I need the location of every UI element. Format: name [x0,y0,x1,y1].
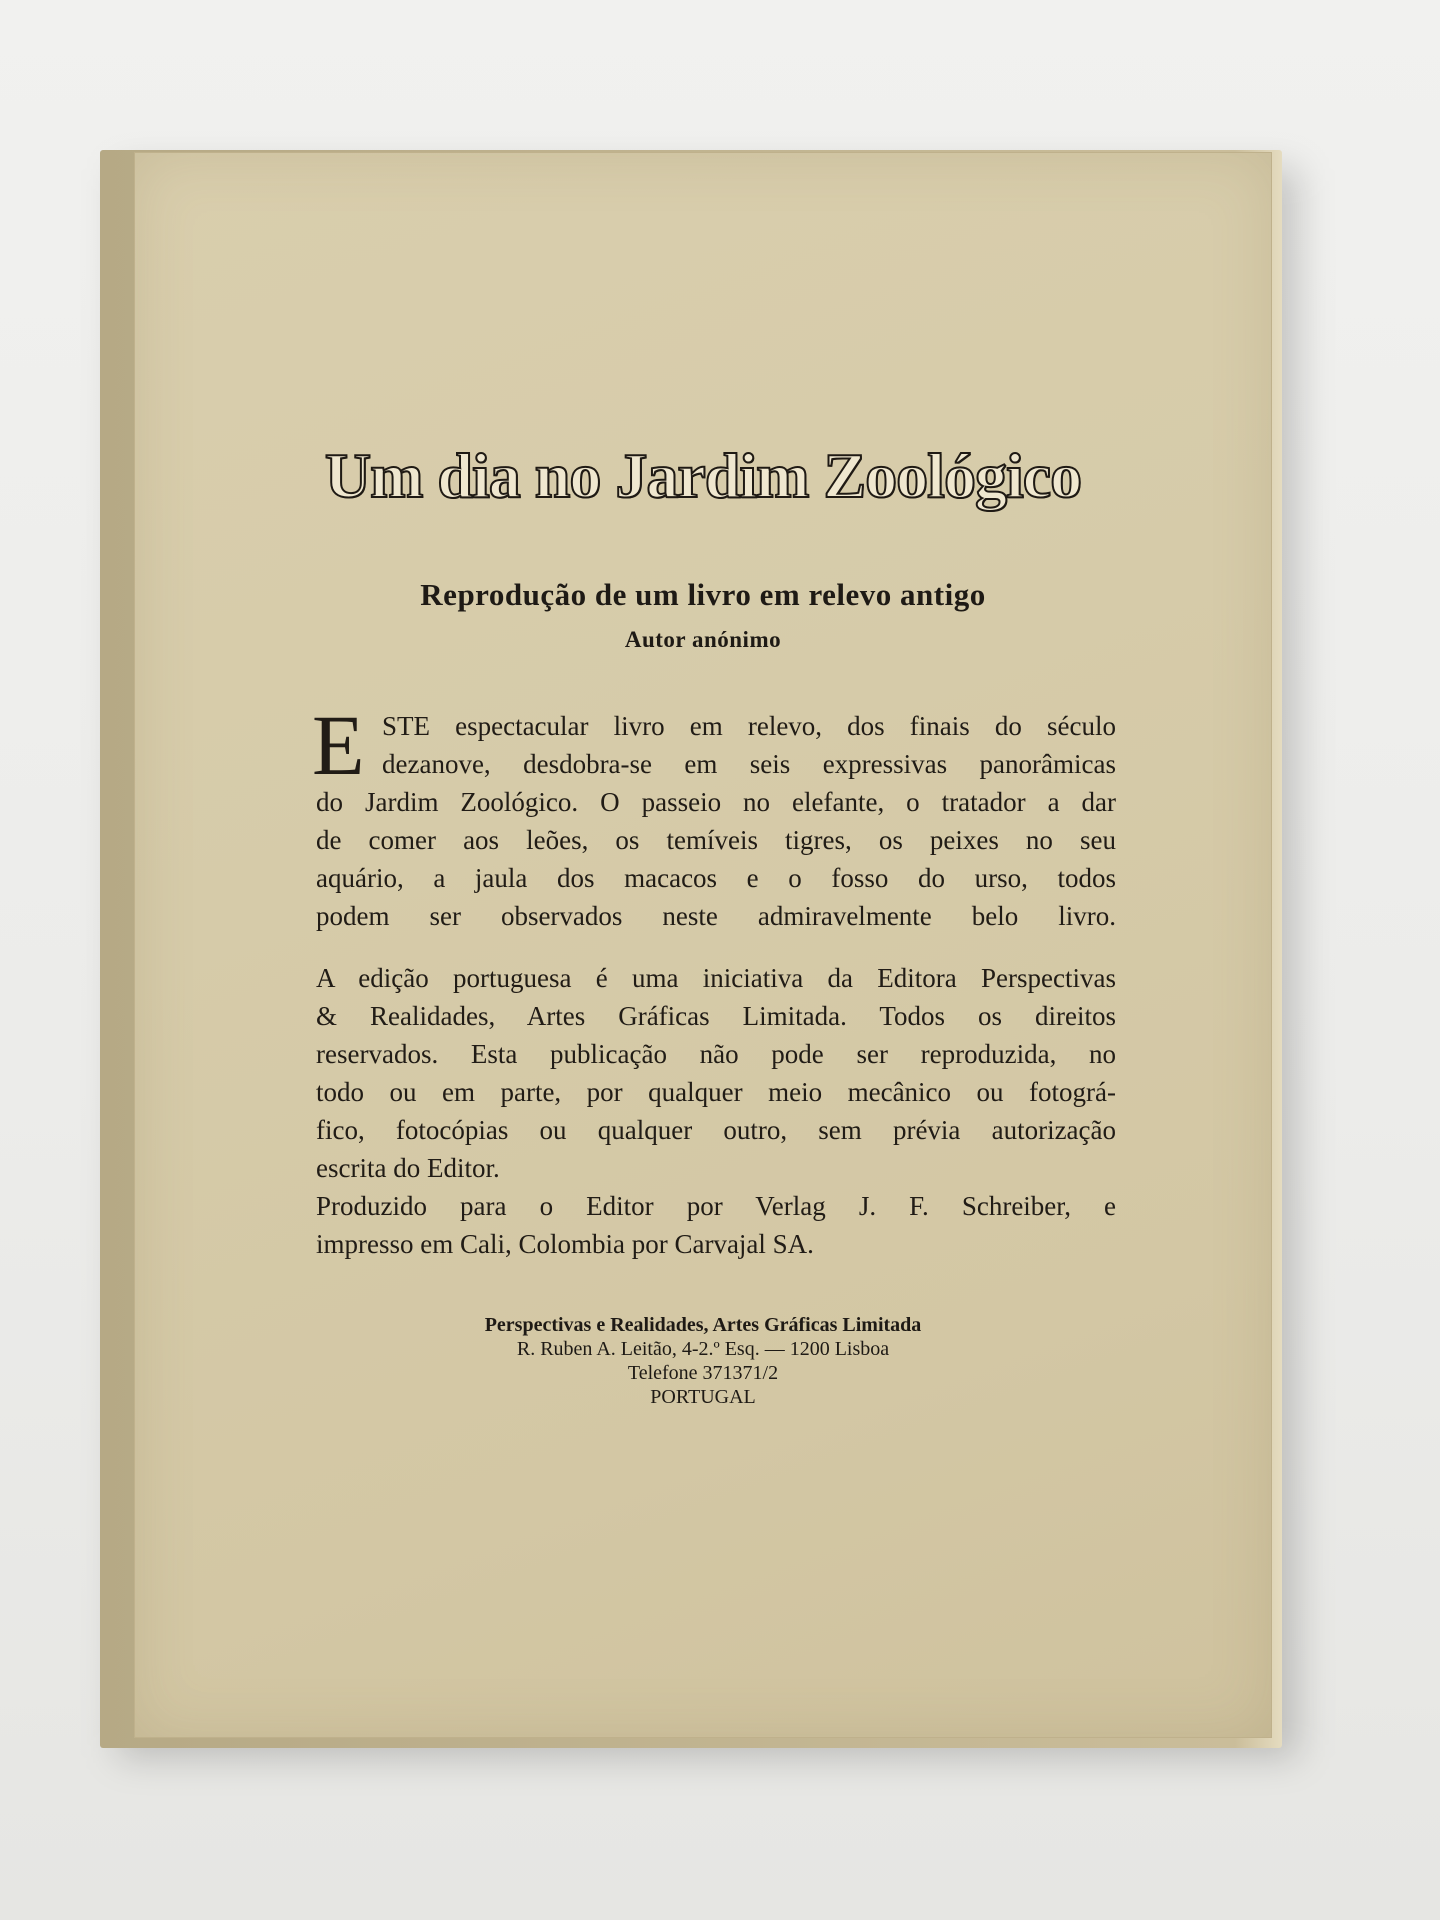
rights-paragraph [316,959,1116,1263]
rights-line: impresso em Cali, Colombia por Carvajal SA. [316,1229,814,1259]
book-subtitle: Reprodução de um livro em relevo antigo [420,577,986,612]
book-back-cover [134,152,1272,1738]
intro-line: STE espectacular livro em relevo, dos finais do século [382,711,1116,741]
rights-line: escrita do Editor. [316,1153,500,1183]
rights-line: fico, fotocópias ou qualquer outro, sem prévia autorização [316,1115,1116,1145]
intro-line: podem ser observados neste admiravelmente belo livro. [316,901,1116,931]
intro-paragraph [312,697,1116,935]
intro-line: aquário, a jaula dos macacos e o fosso do urso, todos [316,863,1116,893]
rights-line: Produzido para o Editor por Verlag J. F. Schreiber, e [316,1191,1116,1221]
rights-line: todo ou em parte, por qualquer meio mecânico ou fotográ- [316,1077,1116,1107]
publisher-address: R. Ruben A. Leitão, 4-2.º Esq. — 1200 Lisboa [516,1338,890,1360]
publisher-country: PORTUGAL [650,1386,756,1408]
intro-line: do Jardim Zoológico. O passeio no elefante, o tratador a dar [316,787,1116,817]
publisher-name: Perspectivas e Realidades, Artes Gráficas Limitada [484,1314,922,1336]
publisher-phone: Telefone 371371/2 [627,1362,779,1384]
rights-line: & Realidades, Artes Gráficas Limitada. Todos os direitos [316,1001,1116,1031]
intro-line: dezanove, desdobra-se em seis expressivas panorâmicas [382,749,1116,779]
publisher-colophon [135,1313,1271,1409]
intro-line: de comer aos leões, os temíveis tigres, os peixes no seu [316,825,1116,855]
book-author: Autor anónimo [624,627,782,652]
drop-cap: E [312,697,365,793]
rights-line: reservados. Esta publicação não pode ser reproduzida, no [316,1039,1116,1069]
book-title: Um dia no Jardim Zoológico [324,440,1082,511]
cover-content [135,153,1271,1737]
rights-line: A edição portuguesa é uma iniciativa da Editora Perspectivas [316,963,1116,993]
